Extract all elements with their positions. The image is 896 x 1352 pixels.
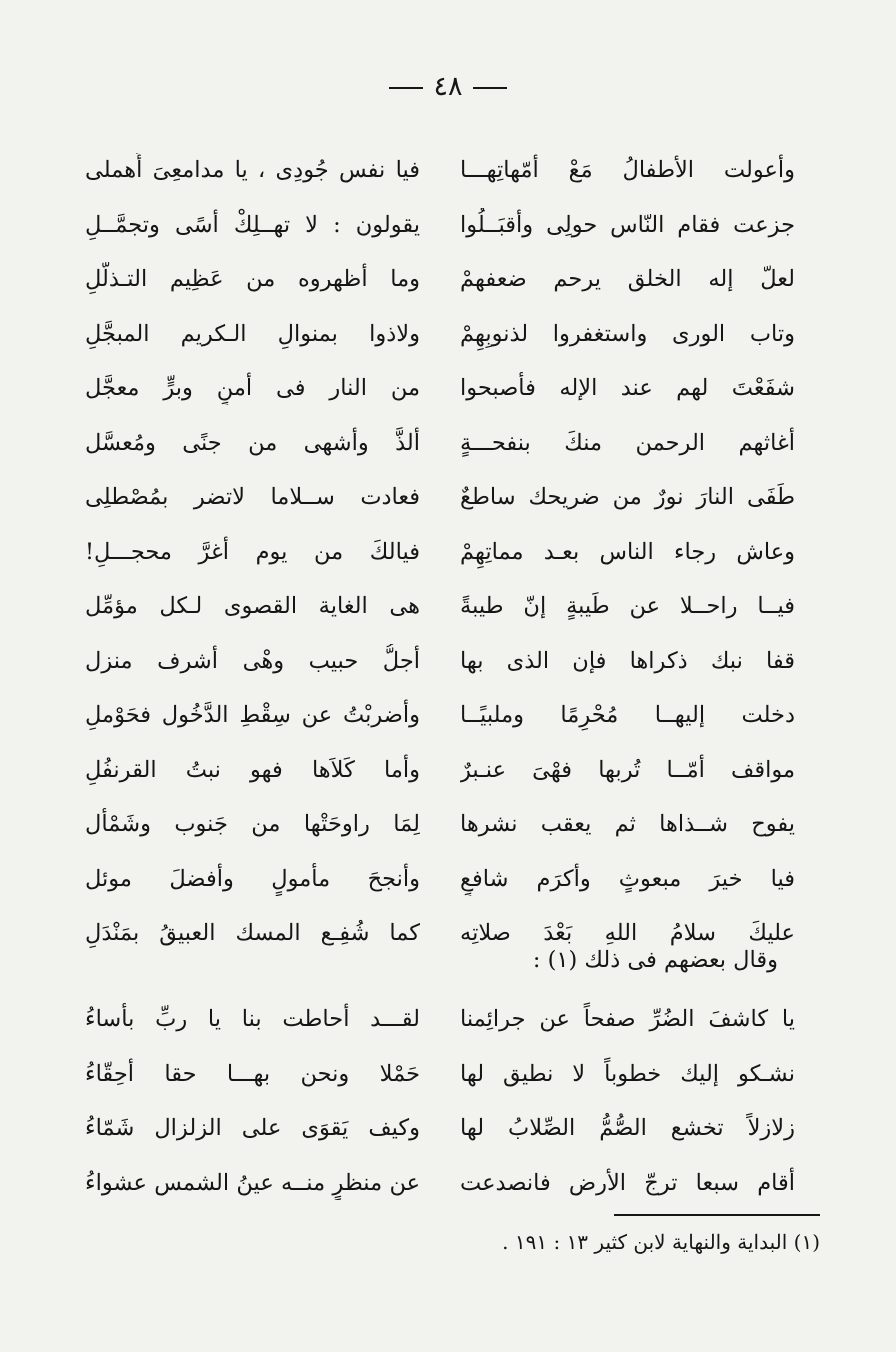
- verse-left-hemistich: وما أظهروه من عَظِيم التـذلُّلِ: [85, 266, 420, 293]
- verse-left-hemistich: لقـــد أحاطت بنا يا ربِّ بأساءُ: [85, 1006, 420, 1033]
- verse-left-hemistich: وأضربْتُ عن سِقْطِ الدَّخُول فحَوْملِ: [85, 702, 420, 729]
- poem-block-2: [85, 992, 795, 1210]
- verse-row: [85, 634, 795, 689]
- dash-left: [389, 87, 423, 89]
- verse-left-hemistich: وكيف يَقوَى على الزلزال شَمّاءُ: [85, 1115, 420, 1142]
- verse-left-hemistich: حَمْلا ونحن بهـــا حقا أحِقّاءُ: [85, 1060, 420, 1087]
- verse-right-hemistich: جزعت فقام النّاس حولِى وأقبَــلُوا: [460, 211, 795, 238]
- verse-left-hemistich: كما شُفِـع المسك العبيقُ بمَنْدَلِ: [85, 920, 420, 947]
- verse-row: [85, 361, 795, 416]
- verse-row: [85, 1156, 795, 1211]
- verse-right-hemistich: مواقف أمّــا تُربها فهْىَ عنـبرٌ: [460, 756, 795, 783]
- verse-right-hemistich: شفَعْتَ لهم عند الإله فأصبحوا: [460, 375, 795, 402]
- verse-right-hemistich: وعاش رجاء الناس بعـد مماتِهِمْ: [460, 538, 795, 565]
- verse-left-hemistich: فيا نفس جُودِى ، يا مدامعِىَ أَهملى: [85, 157, 420, 184]
- verse-right-hemistich: يا كاشفَ الضُرِّ صفحاً عن جرائِمنا: [460, 1006, 795, 1033]
- verse-right-hemistich: يفوح شــذاها ثم يعقب نشرها: [460, 811, 795, 838]
- verse-row: [85, 307, 795, 362]
- verse-left-hemistich: ولاذوا بمنوالِ الـكريم المبجَّلِ: [85, 320, 420, 347]
- verse-left-hemistich: أجلُّ حبيب وهْى أشرف منزل: [85, 647, 420, 674]
- verse-left-hemistich: وأما كَلاَها فهو نبتُ القرنفُلِ: [85, 756, 420, 783]
- verse-row: [85, 143, 795, 198]
- page-number: [0, 70, 896, 104]
- verse-left-hemistich: ألذَّ وأشهى من جنًى ومُعسَّل: [85, 429, 420, 456]
- verse-row: [85, 1047, 795, 1102]
- verse-left-hemistich: يقولون : لا تهــلِكْ أسًى وتجمَّــلِ: [85, 211, 420, 238]
- verse-right-hemistich: دخلت إليهــا مُحْرِمًا وملبيًــا: [460, 702, 795, 729]
- verse-right-hemistich: عليكَ سلامُ اللهِ بَعْدَ صلاتِه: [460, 920, 795, 947]
- page-number-text: ٤٨: [433, 71, 463, 102]
- verse-row: [85, 525, 795, 580]
- verse-left-hemistich: من النار فى أمنٍ وبرٍّ معجَّل: [85, 375, 420, 402]
- verse-right-hemistich: قفا نبك ذكراها فإن الذى بها: [460, 647, 795, 674]
- verse-row: [85, 688, 795, 743]
- verse-left-hemistich: وأنجحَ مأمولٍ وأفضلَ موئل: [85, 865, 420, 892]
- verse-right-hemistich: وأعولت الأطفالُ مَعْ أمّهاتِهـــا: [460, 157, 795, 184]
- verse-row: [85, 579, 795, 634]
- verse-row: [85, 852, 795, 907]
- verse-right-hemistich: وتاب الورى واستغفروا لذنوبِهِمْ: [460, 320, 795, 347]
- verse-row: [85, 743, 795, 798]
- verse-row: [85, 470, 795, 525]
- footnote: (١) البداية والنهاية لابن كثير ١٣ : ١٩١ .: [502, 1230, 820, 1254]
- poem-intro-line: وقال بعضهم فى ذلك (١) :: [532, 947, 778, 973]
- verse-right-hemistich: طَفَى النارَ نورٌ من ضريحك ساطعٌ: [460, 484, 795, 511]
- dash-right: [473, 87, 507, 89]
- verse-right-hemistich: نشـكو إليك خطوباً لا نطيق لها: [460, 1060, 795, 1087]
- verse-left-hemistich: فعادت ســلاما لاتضر بمُصْطلِى: [85, 484, 420, 511]
- verse-right-hemistich: فيــا راحــلا عن طَيبةٍ إنّ طيبةً: [460, 593, 795, 620]
- verse-right-hemistich: فيا خيرَ مبعوثٍ وأكرَم شافعٍ: [460, 865, 795, 892]
- verse-row: [85, 416, 795, 471]
- poem-block-1: [85, 143, 795, 961]
- verse-right-hemistich: لعلّ إله الخلق يرحم ضعفهمْ: [460, 266, 795, 293]
- verse-right-hemistich: أغاثهم الرحمن منكَ بنفحـــةٍ: [460, 429, 795, 456]
- verse-row: [85, 1101, 795, 1156]
- verse-row: [85, 252, 795, 307]
- verse-right-hemistich: زلازلاً تخشع الصُّمُّ الصِّلابُ لها: [460, 1115, 795, 1142]
- verse-left-hemistich: فيالكَ من يوم أغرَّ محجـــلِ!: [85, 538, 420, 565]
- verse-left-hemistich: عن منظرٍ منــه عينُ الشمس عشواءُ: [85, 1169, 420, 1196]
- verse-left-hemistich: هى الغاية القصوى لـكل مؤمِّل: [85, 593, 420, 620]
- verse-row: [85, 198, 795, 253]
- verse-row: [85, 992, 795, 1047]
- verse-row: [85, 797, 795, 852]
- verse-left-hemistich: لِمَا راوحَتْها من جَنوب وشَمْأل: [85, 811, 420, 838]
- verse-right-hemistich: أقام سبعا ترجّ الأرض فانصدعت: [460, 1169, 795, 1196]
- footnote-divider: [614, 1214, 820, 1216]
